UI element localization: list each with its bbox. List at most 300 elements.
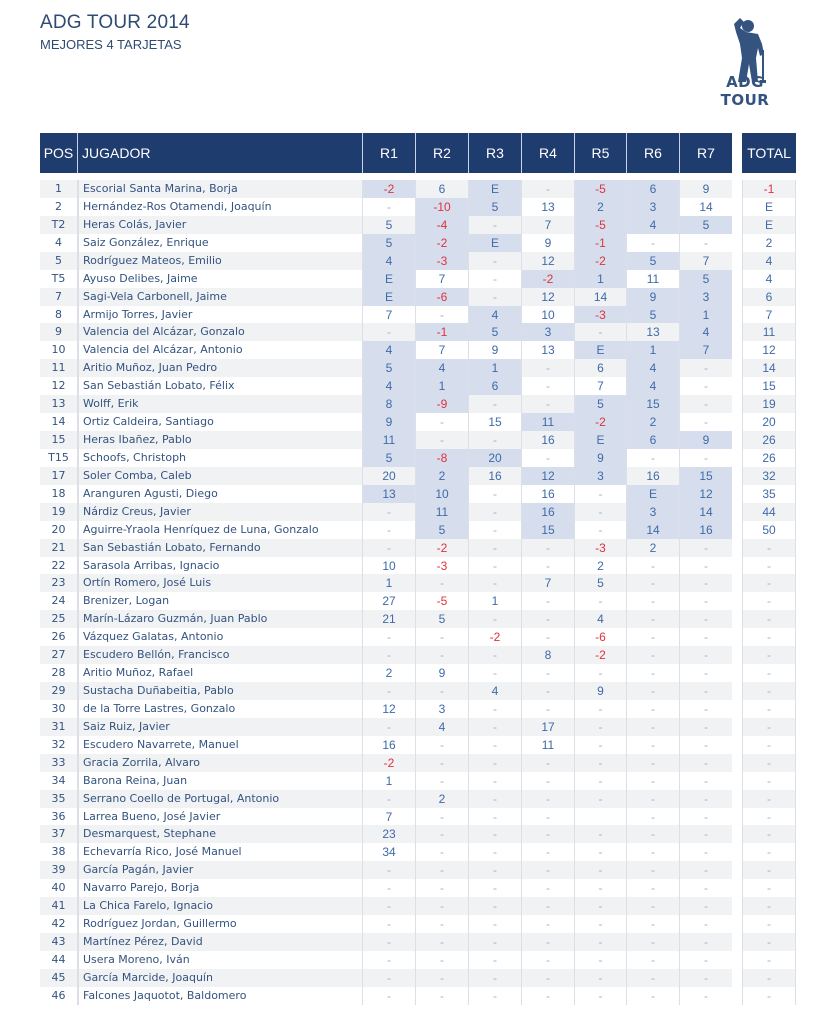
position-cell: 15 [40, 431, 78, 449]
total-cell: - [742, 610, 796, 628]
round-7-score-cell: - [680, 234, 732, 252]
round-7-score-cell: - [680, 413, 732, 431]
page-subtitle: MEJORES 4 TARJETAS [40, 37, 182, 52]
position-cell: 5 [40, 252, 78, 270]
round-2-score-cell: 5 [416, 610, 469, 628]
round-4-score-cell: 15 [522, 521, 575, 539]
player-name-cell: Saiz González, Enrique [78, 234, 363, 252]
round-2-score-cell: - [416, 843, 469, 861]
column-gap [732, 359, 742, 377]
table-row [40, 377, 796, 395]
round-3-score-cell: 5 [469, 198, 522, 216]
round-3-score-cell: - [469, 288, 522, 306]
total-cell: 32 [742, 467, 796, 485]
round-1-score-cell: 34 [363, 843, 416, 861]
column-gap [732, 772, 742, 790]
total-cell: - [742, 933, 796, 951]
round-7-score-cell: 12 [680, 485, 732, 503]
round-7-score-cell: - [680, 736, 732, 754]
logo-text: ADG TOUR [720, 73, 770, 109]
round-6-score-cell: 15 [627, 395, 680, 413]
round-2-score-cell: - [416, 682, 469, 700]
total-cell: - [742, 879, 796, 897]
round-4-score-cell: -2 [522, 270, 575, 288]
column-gap [732, 915, 742, 933]
col-header-r5: R5 [575, 133, 627, 173]
round-2-score-cell: -2 [416, 539, 469, 557]
round-3-score-cell: - [469, 772, 522, 790]
table-row [40, 897, 796, 915]
table-row [40, 198, 796, 216]
round-5-score-cell: -3 [575, 306, 627, 324]
round-5-score-cell: - [575, 323, 627, 341]
round-2-score-cell: 2 [416, 467, 469, 485]
round-1-score-cell: E [363, 270, 416, 288]
column-gap [732, 467, 742, 485]
round-4-score-cell: - [522, 987, 575, 1005]
column-gap [732, 987, 742, 1005]
round-2-score-cell: 11 [416, 503, 469, 521]
round-4-score-cell: - [522, 628, 575, 646]
round-6-score-cell: 6 [627, 180, 680, 198]
round-5-score-cell: - [575, 736, 627, 754]
table-row [40, 951, 796, 969]
round-1-score-cell: 4 [363, 341, 416, 359]
round-5-score-cell: 6 [575, 359, 627, 377]
total-cell: - [742, 915, 796, 933]
round-7-score-cell: 15 [680, 467, 732, 485]
player-name-cell: Sagi-Vela Carbonell, Jaime [78, 288, 363, 306]
round-6-score-cell: 6 [627, 431, 680, 449]
player-name-cell: Martínez Pérez, David [78, 933, 363, 951]
round-6-score-cell: - [627, 825, 680, 843]
column-gap [732, 879, 742, 897]
player-name-cell: Valencia del Alcázar, Antonio [78, 341, 363, 359]
round-1-score-cell: - [363, 897, 416, 915]
round-7-score-cell: - [680, 592, 732, 610]
player-name-cell: Vázquez Galatas, Antonio [78, 628, 363, 646]
col-header-r1: R1 [363, 133, 416, 173]
table-row [40, 933, 796, 951]
column-gap [732, 969, 742, 987]
round-3-score-cell: - [469, 861, 522, 879]
position-cell: 44 [40, 951, 78, 969]
total-cell: - [742, 790, 796, 808]
round-6-score-cell: - [627, 969, 680, 987]
round-5-score-cell: 5 [575, 574, 627, 592]
round-6-score-cell: 14 [627, 521, 680, 539]
position-cell: 10 [40, 341, 78, 359]
round-4-score-cell: - [522, 825, 575, 843]
round-4-score-cell: - [522, 682, 575, 700]
round-5-score-cell: - [575, 790, 627, 808]
round-3-score-cell: -2 [469, 628, 522, 646]
round-7-score-cell: 7 [680, 341, 732, 359]
position-cell: 46 [40, 987, 78, 1005]
round-6-score-cell: 1 [627, 341, 680, 359]
total-cell: - [742, 861, 796, 879]
table-row [40, 359, 796, 377]
round-4-score-cell: 16 [522, 431, 575, 449]
round-7-score-cell: 9 [680, 180, 732, 198]
round-1-score-cell: 20 [363, 467, 416, 485]
round-3-score-cell: 6 [469, 377, 522, 395]
round-6-score-cell: 5 [627, 306, 680, 324]
round-2-score-cell: - [416, 969, 469, 987]
round-3-score-cell: - [469, 969, 522, 987]
round-1-score-cell: 10 [363, 557, 416, 575]
column-gap [732, 288, 742, 306]
round-1-score-cell: 7 [363, 306, 416, 324]
round-5-score-cell: 2 [575, 198, 627, 216]
round-2-score-cell: 3 [416, 700, 469, 718]
table-row [40, 915, 796, 933]
round-4-score-cell: - [522, 843, 575, 861]
round-7-score-cell: - [680, 574, 732, 592]
round-4-score-cell: 13 [522, 341, 575, 359]
round-4-score-cell: - [522, 933, 575, 951]
round-3-score-cell: 5 [469, 323, 522, 341]
table-row [40, 628, 796, 646]
total-cell: 12 [742, 341, 796, 359]
total-cell: 20 [742, 413, 796, 431]
position-cell: 32 [40, 736, 78, 754]
round-3-score-cell: - [469, 808, 522, 826]
round-5-score-cell: - [575, 969, 627, 987]
column-gap [732, 413, 742, 431]
round-1-score-cell: E [363, 288, 416, 306]
round-2-score-cell: - [416, 987, 469, 1005]
column-gap [732, 306, 742, 324]
round-6-score-cell: - [627, 736, 680, 754]
player-name-cell: Larrea Bueno, José Javier [78, 808, 363, 826]
column-gap [732, 843, 742, 861]
column-gap [732, 521, 742, 539]
round-6-score-cell: 11 [627, 270, 680, 288]
round-3-score-cell: - [469, 574, 522, 592]
column-gap [732, 574, 742, 592]
round-6-score-cell: - [627, 772, 680, 790]
round-3-score-cell: - [469, 252, 522, 270]
column-gap [732, 825, 742, 843]
round-4-score-cell: - [522, 897, 575, 915]
round-5-score-cell: - [575, 503, 627, 521]
round-4-score-cell: - [522, 180, 575, 198]
table-row [40, 503, 796, 521]
position-cell: 43 [40, 933, 78, 951]
round-6-score-cell: - [627, 664, 680, 682]
round-1-score-cell: 5 [363, 216, 416, 234]
round-2-score-cell: - [416, 628, 469, 646]
round-7-score-cell: - [680, 808, 732, 826]
player-name-cell: Hernández-Ros Otamendi, Joaquín [78, 198, 363, 216]
position-cell: 24 [40, 592, 78, 610]
column-gap [732, 216, 742, 234]
table-row [40, 306, 796, 324]
table-row [40, 341, 796, 359]
round-3-score-cell: - [469, 503, 522, 521]
position-cell: 2 [40, 198, 78, 216]
position-cell: 4 [40, 234, 78, 252]
round-1-score-cell: - [363, 879, 416, 897]
round-1-score-cell: 8 [363, 395, 416, 413]
player-name-cell: Gracia Zorrila, Alvaro [78, 754, 363, 772]
column-gap [732, 790, 742, 808]
position-cell: 9 [40, 323, 78, 341]
round-4-score-cell: - [522, 449, 575, 467]
round-7-score-cell: - [680, 987, 732, 1005]
col-header-jugador: JUGADOR [78, 133, 363, 173]
round-4-score-cell: 7 [522, 574, 575, 592]
round-5-score-cell: - [575, 718, 627, 736]
table-row [40, 180, 796, 198]
table-row [40, 790, 796, 808]
player-name-cell: Falcones Jaquotot, Baldomero [78, 987, 363, 1005]
round-5-score-cell: - [575, 933, 627, 951]
position-cell: 40 [40, 879, 78, 897]
round-4-score-cell: - [522, 879, 575, 897]
round-5-score-cell: 9 [575, 449, 627, 467]
round-2-score-cell: - [416, 413, 469, 431]
round-6-score-cell: 9 [627, 288, 680, 306]
round-3-score-cell: - [469, 736, 522, 754]
column-gap [732, 431, 742, 449]
round-1-score-cell: - [363, 628, 416, 646]
col-header-r7: R7 [680, 133, 732, 173]
table-row [40, 252, 796, 270]
position-cell: 14 [40, 413, 78, 431]
round-3-score-cell: 1 [469, 359, 522, 377]
round-1-score-cell: 12 [363, 700, 416, 718]
column-gap [732, 646, 742, 664]
round-3-score-cell: - [469, 700, 522, 718]
round-6-score-cell: 4 [627, 216, 680, 234]
column-gap [732, 377, 742, 395]
total-cell: 11 [742, 323, 796, 341]
table-row [40, 467, 796, 485]
table-row [40, 413, 796, 431]
round-3-score-cell: - [469, 521, 522, 539]
player-name-cell: Soler Comba, Caleb [78, 467, 363, 485]
round-3-score-cell: - [469, 915, 522, 933]
round-5-score-cell: 9 [575, 682, 627, 700]
col-header-r3: R3 [469, 133, 522, 173]
table-row [40, 395, 796, 413]
column-gap [732, 736, 742, 754]
position-cell: 13 [40, 395, 78, 413]
round-7-score-cell: - [680, 539, 732, 557]
position-cell: 37 [40, 825, 78, 843]
table-row [40, 485, 796, 503]
round-2-score-cell: -10 [416, 198, 469, 216]
round-6-score-cell: - [627, 646, 680, 664]
total-cell: 19 [742, 395, 796, 413]
position-cell: 7 [40, 288, 78, 306]
player-name-cell: Aritio Muñoz, Juan Pedro [78, 359, 363, 377]
round-4-score-cell: 17 [522, 718, 575, 736]
round-3-score-cell: - [469, 790, 522, 808]
round-5-score-cell: - [575, 521, 627, 539]
round-4-score-cell: - [522, 557, 575, 575]
round-4-score-cell: - [522, 592, 575, 610]
table-row [40, 772, 796, 790]
round-3-score-cell: 4 [469, 682, 522, 700]
round-2-score-cell: 4 [416, 718, 469, 736]
round-2-score-cell: - [416, 915, 469, 933]
round-2-score-cell: 6 [416, 180, 469, 198]
round-1-score-cell: - [363, 646, 416, 664]
round-4-score-cell: - [522, 951, 575, 969]
round-7-score-cell: 7 [680, 252, 732, 270]
col-header-pos: POS [40, 133, 78, 173]
player-name-cell: Barona Reina, Juan [78, 772, 363, 790]
round-3-score-cell: - [469, 610, 522, 628]
round-6-score-cell: - [627, 557, 680, 575]
round-4-score-cell: 8 [522, 646, 575, 664]
table-row [40, 323, 796, 341]
total-cell: 14 [742, 359, 796, 377]
round-4-score-cell: 12 [522, 252, 575, 270]
round-7-score-cell: 5 [680, 270, 732, 288]
player-name-cell: Schoofs, Christoph [78, 449, 363, 467]
round-4-score-cell: - [522, 772, 575, 790]
total-cell: - [742, 754, 796, 772]
round-7-score-cell: - [680, 951, 732, 969]
round-4-score-cell: - [522, 359, 575, 377]
round-4-score-cell: 11 [522, 413, 575, 431]
total-cell: - [742, 574, 796, 592]
round-1-score-cell: 5 [363, 234, 416, 252]
table-row [40, 431, 796, 449]
round-6-score-cell: - [627, 915, 680, 933]
total-cell: 15 [742, 377, 796, 395]
round-6-score-cell: - [627, 234, 680, 252]
round-5-score-cell: - [575, 987, 627, 1005]
round-7-score-cell: 14 [680, 198, 732, 216]
round-2-score-cell: 10 [416, 485, 469, 503]
position-cell: 23 [40, 574, 78, 592]
position-cell: 45 [40, 969, 78, 987]
total-cell: - [742, 843, 796, 861]
round-7-score-cell: - [680, 879, 732, 897]
round-3-score-cell: - [469, 933, 522, 951]
round-6-score-cell: - [627, 592, 680, 610]
round-6-score-cell: - [627, 449, 680, 467]
round-2-score-cell: - [416, 861, 469, 879]
round-4-score-cell: - [522, 664, 575, 682]
round-2-score-cell: -3 [416, 252, 469, 270]
round-7-score-cell: - [680, 359, 732, 377]
table-row [40, 574, 796, 592]
player-name-cell: Heras Colás, Javier [78, 216, 363, 234]
player-name-cell: de la Torre Lastres, Gonzalo [78, 700, 363, 718]
round-1-score-cell: 21 [363, 610, 416, 628]
round-3-score-cell: - [469, 485, 522, 503]
round-6-score-cell: - [627, 879, 680, 897]
round-7-score-cell: - [680, 825, 732, 843]
column-gap [732, 252, 742, 270]
player-name-cell: La Chica Farelo, Ignacio [78, 897, 363, 915]
total-cell: 44 [742, 503, 796, 521]
round-1-score-cell: - [363, 539, 416, 557]
position-cell: 30 [40, 700, 78, 718]
player-name-cell: Wolff, Erik [78, 395, 363, 413]
round-7-score-cell: - [680, 843, 732, 861]
table-row [40, 646, 796, 664]
round-2-score-cell: -5 [416, 592, 469, 610]
total-cell: - [742, 700, 796, 718]
table-row [40, 808, 796, 826]
round-1-score-cell: 5 [363, 449, 416, 467]
total-cell: - [742, 557, 796, 575]
position-cell: 12 [40, 377, 78, 395]
round-1-score-cell: 16 [363, 736, 416, 754]
total-cell: - [742, 539, 796, 557]
round-2-score-cell: - [416, 646, 469, 664]
column-gap [732, 485, 742, 503]
round-6-score-cell: 13 [627, 323, 680, 341]
player-name-cell: García Pagán, Javier [78, 861, 363, 879]
round-4-score-cell: 12 [522, 288, 575, 306]
position-cell: 39 [40, 861, 78, 879]
round-1-score-cell: 9 [363, 413, 416, 431]
round-4-score-cell: - [522, 754, 575, 772]
position-cell: 1 [40, 180, 78, 198]
column-gap [732, 682, 742, 700]
total-cell: 26 [742, 431, 796, 449]
player-name-cell: Armijo Torres, Javier [78, 306, 363, 324]
player-name-cell: Navarro Parejo, Borja [78, 879, 363, 897]
round-3-score-cell: E [469, 180, 522, 198]
total-cell: - [742, 592, 796, 610]
round-7-score-cell: 1 [680, 306, 732, 324]
col-header-total: TOTAL [742, 133, 796, 173]
round-5-score-cell: -3 [575, 539, 627, 557]
round-5-score-cell: -2 [575, 413, 627, 431]
total-cell: E [742, 198, 796, 216]
round-2-score-cell: -1 [416, 323, 469, 341]
round-4-score-cell: - [522, 808, 575, 826]
round-5-score-cell: - [575, 861, 627, 879]
column-gap [732, 897, 742, 915]
round-7-score-cell: - [680, 933, 732, 951]
page-title: ADG TOUR 2014 [40, 12, 190, 33]
round-2-score-cell: 5 [416, 521, 469, 539]
round-4-score-cell: - [522, 377, 575, 395]
round-3-score-cell: 1 [469, 592, 522, 610]
round-1-score-cell: - [363, 861, 416, 879]
table-row [40, 592, 796, 610]
column-gap [732, 198, 742, 216]
round-2-score-cell: 7 [416, 270, 469, 288]
round-4-score-cell: - [522, 861, 575, 879]
round-5-score-cell: - [575, 915, 627, 933]
round-5-score-cell: - [575, 772, 627, 790]
round-7-score-cell: 14 [680, 503, 732, 521]
round-6-score-cell: - [627, 861, 680, 879]
round-2-score-cell: - [416, 933, 469, 951]
round-4-score-cell: 13 [522, 198, 575, 216]
round-3-score-cell: - [469, 270, 522, 288]
round-3-score-cell: - [469, 664, 522, 682]
position-cell: 20 [40, 521, 78, 539]
round-7-score-cell: - [680, 772, 732, 790]
column-gap [732, 808, 742, 826]
round-1-score-cell: - [363, 521, 416, 539]
player-name-cell: Desmarquest, Stephane [78, 825, 363, 843]
round-3-score-cell: - [469, 557, 522, 575]
position-cell: 42 [40, 915, 78, 933]
